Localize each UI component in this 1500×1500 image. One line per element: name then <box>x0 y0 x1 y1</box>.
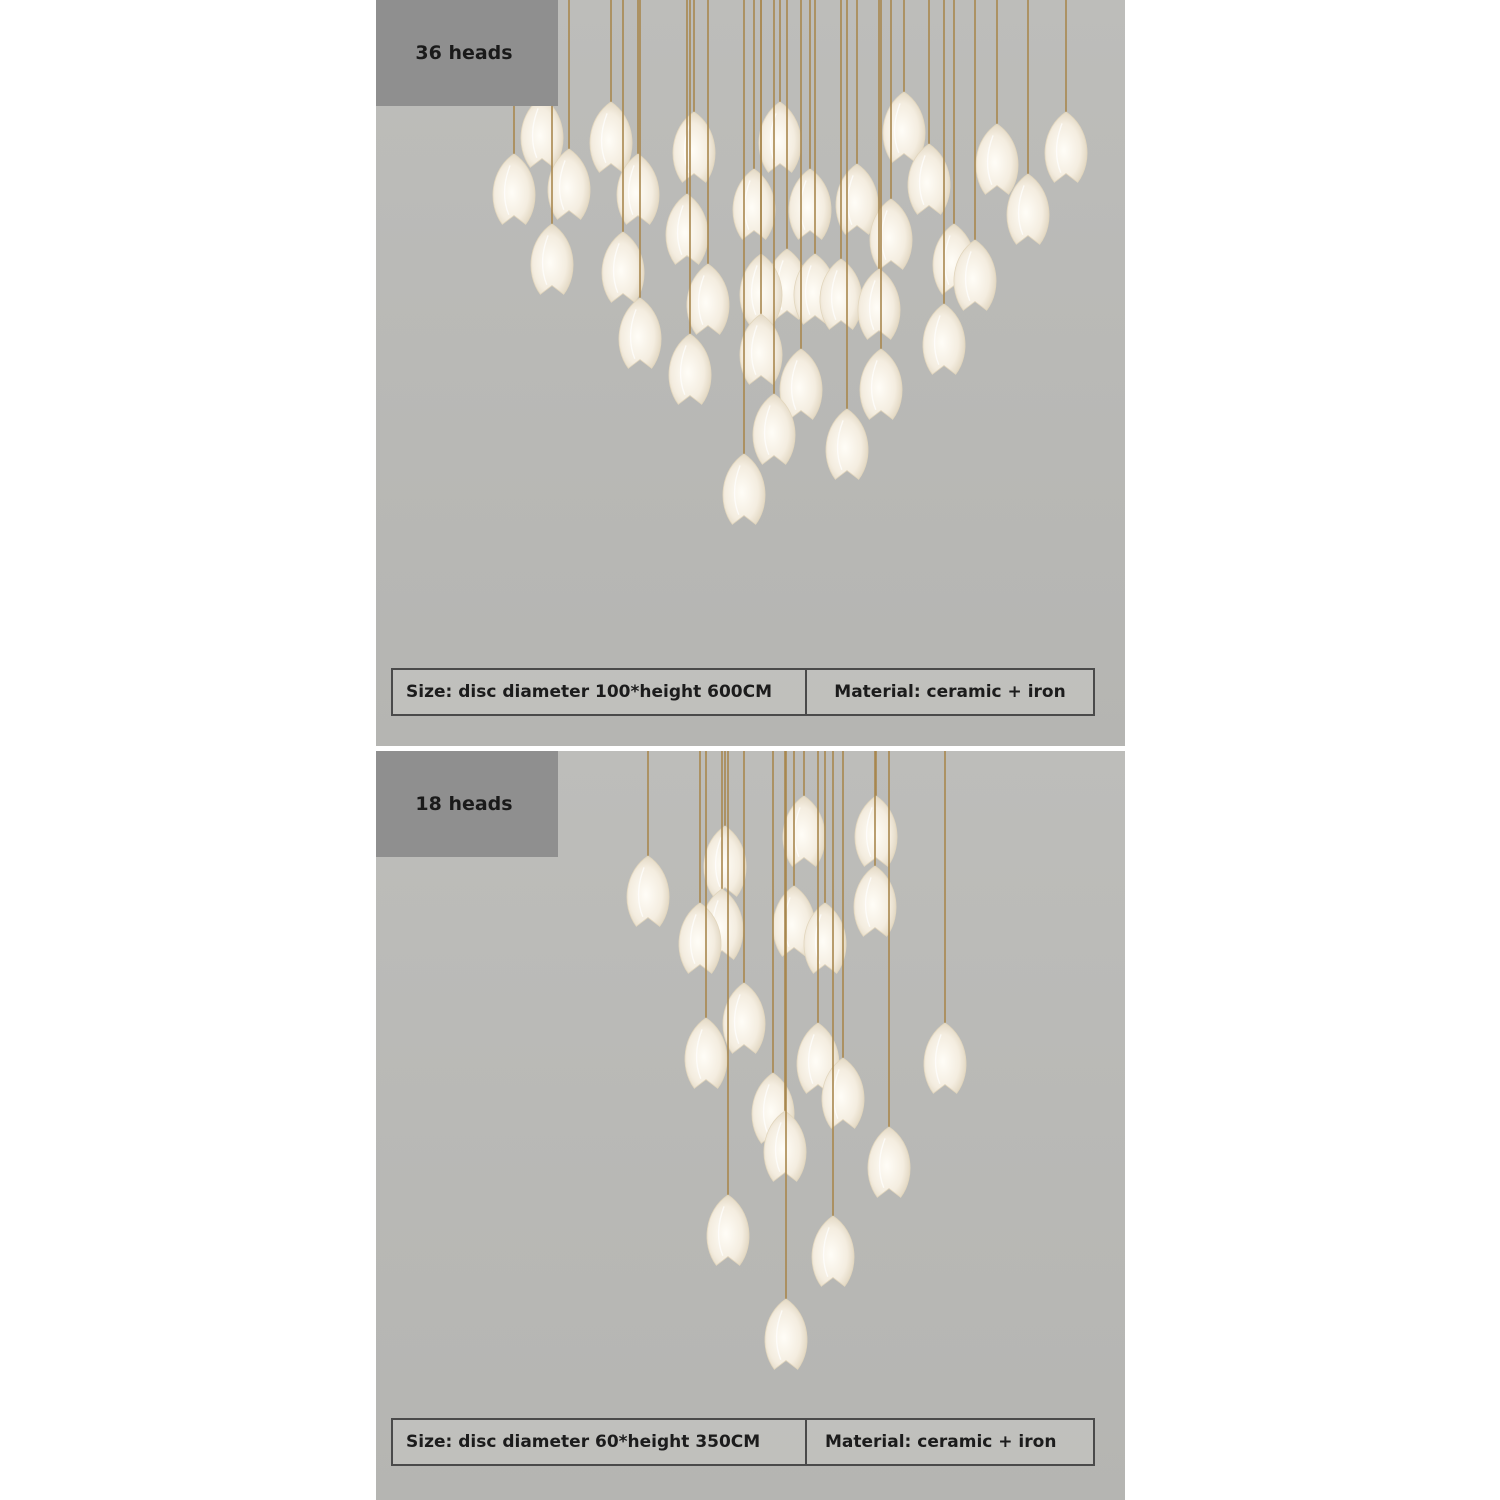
pendant-lamp-icon <box>883 0 925 162</box>
pendant-lamp-icon <box>1045 0 1087 182</box>
material-spec: Material: ceramic + iron <box>834 682 1066 702</box>
chandelier-36-heads-illustration <box>376 0 1125 746</box>
pendant-lamp-icon <box>704 751 746 896</box>
pendant-lamp-icon <box>836 0 878 234</box>
material-spec: Material: ceramic + iron <box>825 1432 1057 1452</box>
pendant-lamp-icon <box>759 0 801 172</box>
pendant-lamp-icon <box>590 0 632 172</box>
pendant-lamp-icon <box>976 0 1018 194</box>
size-spec: Size: disc diameter 100*height 600CM <box>393 670 807 714</box>
product-panel-36-heads <box>376 0 1125 746</box>
chandelier-18-heads-illustration <box>376 751 1125 1500</box>
pendant-lamp-icon <box>924 751 966 1093</box>
pendant-lamp-icon <box>1007 0 1049 244</box>
pendant-lamp-icon <box>855 751 897 866</box>
pendant-lamp-icon <box>627 751 669 926</box>
size-spec: Size: disc diameter 60*height 350CM <box>393 1420 807 1464</box>
spec-table <box>391 1418 1095 1466</box>
heads-count-tag: 36 heads <box>376 0 558 106</box>
pendant-lamp-icon <box>669 0 711 404</box>
heads-count-tag: 18 heads <box>376 751 558 857</box>
pendant-lamp-icon <box>826 0 868 479</box>
spec-table <box>391 668 1095 716</box>
product-panel-18-heads <box>376 751 1125 1500</box>
